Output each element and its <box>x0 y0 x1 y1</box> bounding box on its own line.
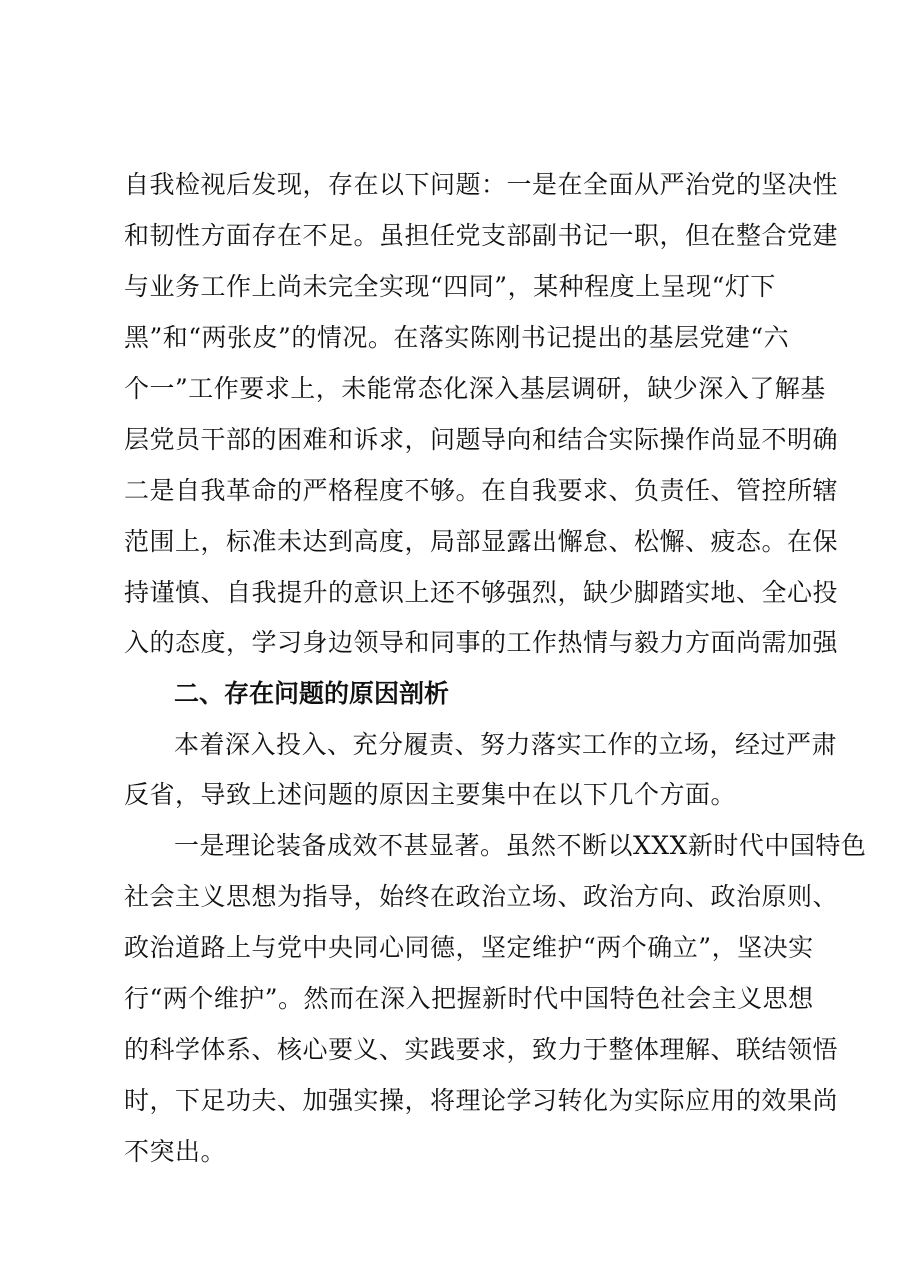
paragraph-first-line: 本着深入投入、充分履责、努力落实工作的立场，经过严肃 <box>174 730 838 759</box>
text-line: 个一”工作要求上，未能常态化深入基层调研，缺少深入了解基 <box>124 374 826 403</box>
section-heading: 二、存在问题的原因剖析 <box>174 679 450 708</box>
paragraph-first-line: 一是理论装备成效不甚显著。虽然不断以XXX新时代中国特色 <box>174 831 867 860</box>
text-line: 和韧性方面存在不足。虽担任党支部副书记一职，但在整合党建 <box>124 221 839 250</box>
text-line: 政治道路上与党中央同心同德，坚定维护“两个确立”，坚决实 <box>124 933 814 962</box>
text-line: 社会主义思想为指导，始终在政治立场、政治方向、政治原则、 <box>124 882 839 911</box>
text-line: 入的态度，学习身边领导和同事的工作热情与毅力方面尚需加强 <box>124 628 839 657</box>
text-line: 范围上，标准未达到高度，局部显露出懈怠、松懈、疲态。在保 <box>124 527 839 556</box>
text-line: 时，下足功夫、加强实操，将理论学习转化为实际应用的效果尚 <box>124 1086 839 1115</box>
text-line: 自我检视后发现，存在以下问题：一是在全面从严治党的坚决性 <box>124 170 839 199</box>
text-line: 黑”和“两张皮”的情况。在落实陈刚书记提出的基层党建“六 <box>124 323 790 352</box>
text-line: 与业务工作上尚未完全实现“四同”，某种程度上呈现“灯下 <box>124 272 776 301</box>
text-line: 二是自我革命的严格程度不够。在自我要求、负责任、管控所辖 <box>124 476 839 505</box>
text-line: 不突出。 <box>124 1137 227 1166</box>
text-line: 行“两个维护”。然而在深入把握新时代中国特色社会主义思想 <box>124 984 814 1013</box>
text-line: 反省，导致上述问题的原因主要集中在以下几个方面。 <box>124 780 737 809</box>
text-line: 持谨慎、自我提升的意识上还不够强烈，缺少脚踏实地、全心投 <box>124 578 839 607</box>
text-line: 层党员干部的困难和诉求，问题导向和结合实际操作尚显不明确 <box>124 425 839 454</box>
text-line: 的科学体系、核心要义、实践要求，致力于整体理解、联结领悟 <box>124 1035 839 1064</box>
